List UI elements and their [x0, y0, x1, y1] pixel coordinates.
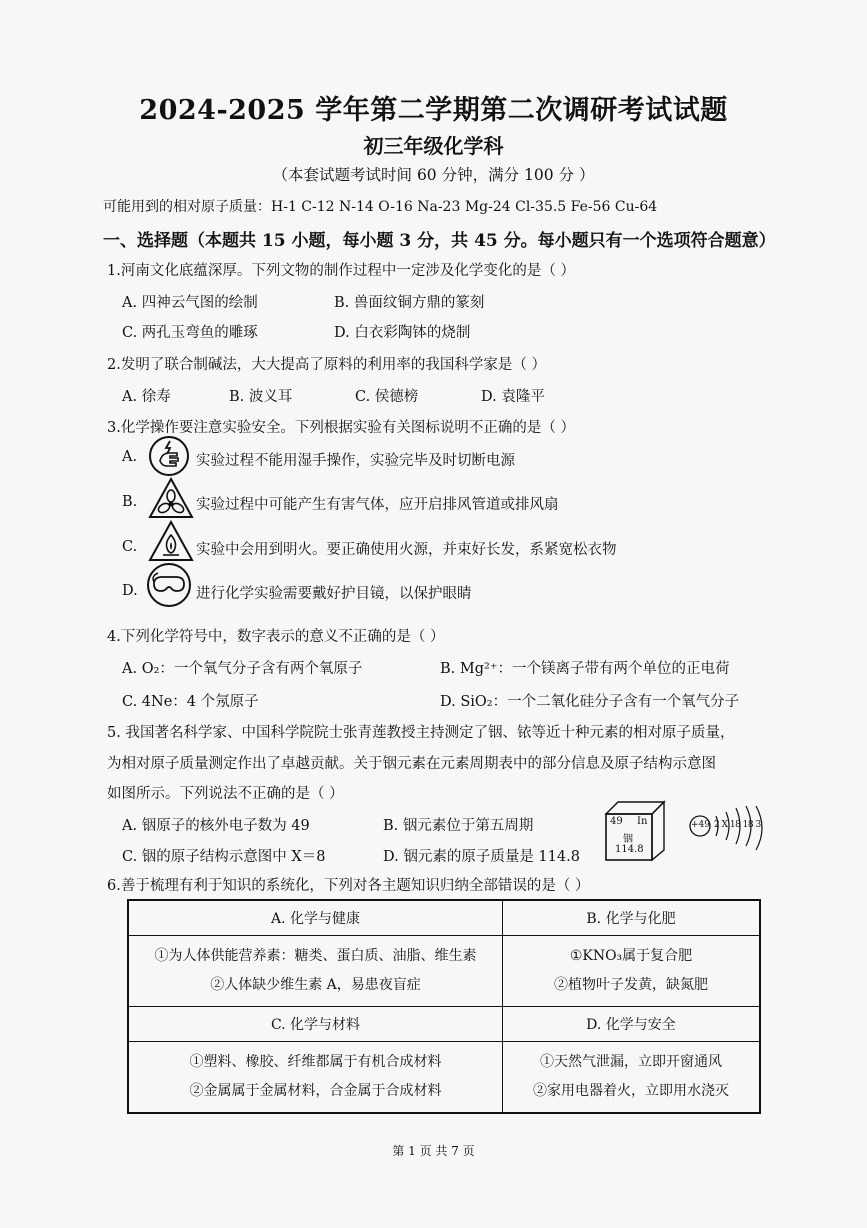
table-d-line2: ②家用电器着火，立即用水浇灭 [533, 1083, 729, 1099]
page-number: 第 1 页 共 7 页 [392, 1144, 475, 1158]
table-c-line2: ②金属属于金属材料，合金属于合成材料 [189, 1083, 442, 1099]
table-head-d: D. 化学与安全 [503, 1007, 761, 1042]
atomic-masses: 可能用到的相对原子质量：H-1 C-12 N-14 O-16 Na-23 Mg-24 Cl-35.5 Fe-56 Cu-64 [103, 199, 658, 215]
table-head-a: A. 化学与健康 [128, 900, 503, 936]
question-6-stem: 6.善于梳理有利于知识的系统化，下列对各主题知识归纳全部错误的是（ ） [107, 878, 590, 894]
question-1-option-b: B. 兽面纹铜方鼎的篆刻 [334, 295, 485, 311]
question-5-option-b: B. 铟元素位于第五周期 [383, 818, 534, 834]
element-number: 49 [610, 816, 623, 827]
indium-element-card [604, 800, 666, 862]
question-2-option-b: B. 波义耳 [229, 389, 293, 405]
question-5-option-d: D. 铟元素的原子质量是 114.8 [383, 849, 580, 865]
question-3-option-b: 实验过程中可能产生有害气体，应开启排风管道或排风扇 [196, 497, 559, 513]
atomic-structure-diagram [688, 806, 778, 864]
question-4-option-b: B. Mg²⁺：一个镁离子带有两个单位的正电荷 [440, 661, 730, 677]
question-5-option-c: C. 铟的原子结构示意图中 X＝8 [122, 849, 326, 865]
question-4-option-d: D. SiO₂：一个二氧化硅分子含有一个氧气分子 [440, 694, 740, 710]
question-3-option-a-letter: A. [122, 449, 138, 465]
table-cell-a [128, 936, 503, 1007]
exam-info: （本套试题考试时间 60 分钟，满分 100 分 ） [272, 166, 595, 184]
electron-shells: 2 X 18 18 3 [714, 820, 761, 830]
question-4-stem: 4.下列化学符号中，数字表示的意义不正确的是（ ） [107, 629, 445, 645]
table-b-line2: ②植物叶子发黄，缺氮肥 [554, 977, 708, 993]
table-head-c: C. 化学与材料 [128, 1007, 503, 1042]
open-flame-icon [148, 520, 194, 562]
question-3-option-b-letter: B. [122, 494, 138, 510]
question-1-stem: 1.河南文化底蕴深厚。下列文物的制作过程中一定涉及化学变化的是（ ） [107, 263, 575, 279]
element-mass: 114.8 [615, 844, 644, 855]
table-cell-d [503, 1042, 761, 1114]
goggles-icon [146, 562, 192, 608]
electric-hand-icon [148, 435, 190, 477]
question-4-option-a: A. O₂：一个氧气分子含有两个氧原子 [122, 661, 363, 677]
element-name: 铟 [623, 834, 633, 845]
table-a-line1: ①为人体供能营养素：糖类、蛋白质、油脂、维生素 [154, 948, 477, 964]
table-a-line2: ②人体缺少维生素 A，易患夜盲症 [210, 977, 421, 993]
table-c-line1: ①塑料、橡胶、纤维都属于有机合成材料 [189, 1054, 442, 1070]
question-5-stem-line3: 如图所示。下列说法不正确的是（ ） [107, 786, 344, 802]
knowledge-table [127, 899, 761, 1114]
question-3-stem: 3.化学操作要注意实验安全。下列根据实验有关图标说明不正确的是（ ） [107, 420, 575, 436]
question-3-option-d: 进行化学实验需要戴好护目镜，以保护眼睛 [196, 586, 472, 602]
exam-title: 2024-2025 学年第二学期第二次调研考试试题 [139, 95, 728, 126]
question-1-option-a: A. 四神云气图的绘制 [122, 295, 258, 311]
question-1-option-d: D. 白衣彩陶钵的烧制 [334, 325, 471, 341]
exhaust-fan-icon [148, 477, 194, 519]
question-5-stem-line1: 5. 我国著名科学家、中国科学院院士张青莲教授主持测定了铟、铱等近十种元素的相对原子质量， [107, 725, 735, 741]
nucleus-charge: +49 [691, 820, 710, 830]
question-3-option-d-letter: D. [122, 583, 138, 599]
question-2-option-a: A. 徐寿 [122, 389, 171, 405]
table-d-line1: ①天然气泄漏，立即开窗通风 [540, 1054, 722, 1070]
table-b-line1: ①KNO₃属于复合肥 [569, 948, 693, 964]
element-symbol: In [637, 816, 648, 827]
question-3-option-a: 实验过程不能用湿手操作，实验完毕及时切断电源 [196, 453, 515, 469]
question-2-option-c: C. 侯德榜 [355, 389, 419, 405]
table-cell-b [503, 936, 761, 1007]
section-title: 一、选择题（本题共 15 小题，每小题 3 分，共 45 分。每小题只有一个选项符合题意） [103, 231, 776, 251]
question-3-option-c-letter: C. [122, 539, 138, 555]
exam-subtitle: 初三年级化学科 [363, 134, 504, 158]
question-1-option-c: C. 两孔玉弯鱼的雕琢 [122, 325, 258, 341]
table-head-b: B. 化学与化肥 [503, 900, 761, 936]
question-2-stem: 2.发明了联合制碱法，大大提高了原料的利用率的我国科学家是（ ） [107, 357, 546, 373]
table-cell-c [128, 1042, 503, 1114]
question-4-option-c: C. 4Ne：4 个氖原子 [122, 694, 259, 710]
question-3-option-c: 实验中会用到明火。要正确使用火源，并束好长发，系紧宽松衣物 [196, 542, 617, 558]
question-2-option-d: D. 袁隆平 [481, 389, 545, 405]
question-5-stem-line2: 为相对原子质量测定作出了卓越贡献。关于铟元素在元素周期表中的部分信息及原子结构示意图 [107, 756, 716, 772]
question-5-option-a: A. 铟原子的核外电子数为 49 [122, 818, 310, 834]
